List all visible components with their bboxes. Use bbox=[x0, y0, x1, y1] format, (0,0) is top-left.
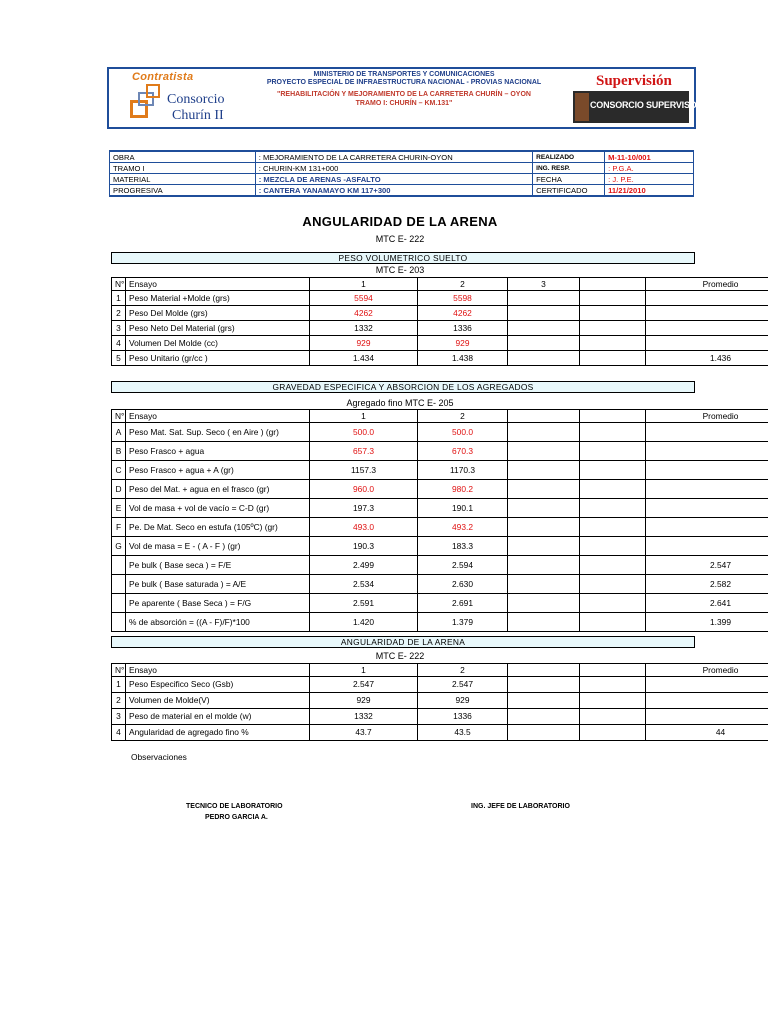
ministry-line: MINISTERIO DE TRANSPORTES Y COMUNICACIONES bbox=[313, 71, 495, 78]
table-cell bbox=[580, 677, 646, 693]
table-cell bbox=[580, 291, 646, 306]
table-cell bbox=[646, 442, 768, 461]
table-cell: 2.691 bbox=[418, 594, 508, 613]
project-heading bbox=[254, 71, 554, 108]
table-cell: 44 bbox=[646, 725, 768, 741]
info-value: : P.G.A. bbox=[605, 163, 694, 174]
table-cell bbox=[508, 423, 580, 442]
row-label: Vol de masa + vol de vacío = C-D (gr) bbox=[126, 499, 310, 518]
table-cell bbox=[580, 499, 646, 518]
info-key: CERTIFICADO bbox=[533, 185, 605, 197]
table-cell bbox=[580, 461, 646, 480]
info-key: TRAMO I bbox=[110, 163, 256, 174]
table-cell: 4262 bbox=[418, 306, 508, 321]
table-cell bbox=[508, 594, 580, 613]
row-label: % de absorción = ((A - F)/F)*100 bbox=[126, 613, 310, 632]
table-cell: 500.0 bbox=[310, 423, 418, 442]
table-cell: 1157.3 bbox=[310, 461, 418, 480]
table-cell bbox=[646, 461, 768, 480]
table-cell: 2.630 bbox=[418, 575, 508, 594]
info-value: : MEJORAMIENTO DE LA CARRETERA CHURIN-OYON bbox=[255, 151, 532, 163]
table-cell bbox=[508, 677, 580, 693]
table-cell bbox=[580, 693, 646, 709]
section-norm: Agregado fino MTC E- 205 bbox=[346, 398, 454, 408]
table-cell: 43.5 bbox=[418, 725, 508, 741]
table-cell: 1.420 bbox=[310, 613, 418, 632]
column-header: 2 bbox=[418, 278, 508, 291]
column-header: 2 bbox=[418, 664, 508, 677]
table-cell bbox=[580, 480, 646, 499]
table-cell: 2.534 bbox=[310, 575, 418, 594]
supervisor-photo bbox=[575, 93, 589, 121]
row-index: 4 bbox=[112, 725, 126, 741]
info-table bbox=[109, 150, 694, 197]
chief-title: ING. JEFE DE LABORATORIO bbox=[471, 803, 570, 810]
column-header bbox=[580, 278, 646, 291]
column-header: Ensayo bbox=[126, 410, 310, 423]
info-key: ING. RESP. bbox=[533, 163, 605, 174]
row-index bbox=[112, 594, 126, 613]
info-value: : CANTERA YANAMAYO KM 117+300 bbox=[255, 185, 532, 197]
row-index: 2 bbox=[112, 306, 126, 321]
table-cell: 2.499 bbox=[310, 556, 418, 575]
row-label: Pe. De Mat. Seco en estufa (105ºC) (gr) bbox=[126, 518, 310, 537]
page-title: ANGULARIDAD DE LA ARENA bbox=[302, 214, 498, 229]
table-cell: 1332 bbox=[310, 321, 418, 336]
table-cell: 670.3 bbox=[418, 442, 508, 461]
row-index: 1 bbox=[112, 677, 126, 693]
table-row bbox=[112, 480, 768, 499]
row-index: 3 bbox=[112, 321, 126, 336]
row-label: Peso de material en el molde (w) bbox=[126, 709, 310, 725]
info-value: M-11-10/001 bbox=[605, 151, 694, 163]
column-header: 1 bbox=[310, 664, 418, 677]
table-cell: 493.2 bbox=[418, 518, 508, 537]
row-index: D bbox=[112, 480, 126, 499]
table-cell bbox=[508, 575, 580, 594]
table-cell bbox=[580, 518, 646, 537]
row-index bbox=[112, 556, 126, 575]
info-key: PROGRESIVA bbox=[110, 185, 256, 197]
table-cell: 2.641 bbox=[646, 594, 768, 613]
column-header: Promedio bbox=[646, 410, 768, 423]
info-key: MATERIAL bbox=[110, 174, 256, 185]
row-label: Volumen Del Molde (cc) bbox=[126, 336, 310, 351]
table-cell bbox=[646, 693, 768, 709]
info-row bbox=[110, 151, 694, 163]
supervision-label: Supervisión bbox=[596, 73, 672, 89]
table-cell bbox=[580, 351, 646, 366]
table-row bbox=[112, 725, 768, 741]
table-cell: 980.2 bbox=[418, 480, 508, 499]
table-row bbox=[112, 499, 768, 518]
column-header: Promedio bbox=[646, 278, 768, 291]
contractor-name: Consorcio bbox=[167, 92, 225, 107]
observations-label: Observaciones bbox=[131, 752, 187, 762]
info-key: OBRA bbox=[110, 151, 256, 163]
column-header bbox=[580, 410, 646, 423]
table-cell bbox=[646, 709, 768, 725]
table-row bbox=[112, 518, 768, 537]
table-cell: 960.0 bbox=[310, 480, 418, 499]
table-cell bbox=[580, 442, 646, 461]
row-index bbox=[112, 613, 126, 632]
table-cell: 43.7 bbox=[310, 725, 418, 741]
column-header bbox=[508, 410, 580, 423]
column-header: Ensayo bbox=[126, 278, 310, 291]
table-cell bbox=[646, 499, 768, 518]
row-label: Angularidad de agregado fino % bbox=[126, 725, 310, 741]
table-cell bbox=[646, 537, 768, 556]
info-value: 11/21/2010 bbox=[605, 185, 694, 197]
table-cell bbox=[580, 336, 646, 351]
table-cell: 493.0 bbox=[310, 518, 418, 537]
row-label: Pe bulk ( Base seca ) = F/E bbox=[126, 556, 310, 575]
table-cell: 929 bbox=[310, 336, 418, 351]
row-label: Peso del Mat. + agua en el frasco (gr) bbox=[126, 480, 310, 499]
column-header: 1 bbox=[310, 278, 418, 291]
table-cell bbox=[580, 613, 646, 632]
row-index: E bbox=[112, 499, 126, 518]
table-row bbox=[112, 575, 768, 594]
row-label: Pe bulk ( Base saturada ) = A/E bbox=[126, 575, 310, 594]
table-cell: 1336 bbox=[418, 321, 508, 336]
info-value: : CHURIN-KM 131+000 bbox=[255, 163, 532, 174]
table-cell bbox=[508, 480, 580, 499]
table-cell bbox=[508, 351, 580, 366]
table-cell bbox=[508, 725, 580, 741]
info-row bbox=[110, 185, 694, 197]
data-table bbox=[111, 663, 768, 741]
column-header: 3 bbox=[508, 278, 580, 291]
info-key: FECHA bbox=[533, 174, 605, 185]
table-row bbox=[112, 423, 768, 442]
project-line: PROYECTO ESPECIAL DE INFRAESTRUCTURA NACIONAL - PROVIAS NACIONAL bbox=[266, 79, 542, 87]
section-norm: MTC E- 222 bbox=[375, 651, 425, 661]
row-index: 5 bbox=[112, 351, 126, 366]
table-cell bbox=[508, 336, 580, 351]
table-cell bbox=[646, 480, 768, 499]
row-index: 2 bbox=[112, 693, 126, 709]
column-header: N° bbox=[112, 664, 126, 677]
column-header: Promedio bbox=[646, 664, 768, 677]
table-cell bbox=[580, 709, 646, 725]
data-table bbox=[111, 409, 768, 632]
table-row bbox=[112, 351, 768, 366]
table-row bbox=[112, 677, 768, 693]
info-row bbox=[110, 174, 694, 185]
table-cell: 1.436 bbox=[646, 351, 768, 366]
table-cell bbox=[646, 321, 768, 336]
table-cell: 1332 bbox=[310, 709, 418, 725]
rehab-line: TRAMO I: CHURÍN – KM.131" bbox=[355, 99, 453, 107]
info-value: : J. P.E. bbox=[605, 174, 694, 185]
table-cell: 4262 bbox=[310, 306, 418, 321]
table-cell: 2.547 bbox=[310, 677, 418, 693]
table-cell: 2.582 bbox=[646, 575, 768, 594]
table-row bbox=[112, 594, 768, 613]
table-cell bbox=[508, 537, 580, 556]
table-cell bbox=[508, 709, 580, 725]
row-index: F bbox=[112, 518, 126, 537]
table-cell: 929 bbox=[310, 693, 418, 709]
info-key: REALIZADO bbox=[533, 151, 605, 163]
table-cell: 657.3 bbox=[310, 442, 418, 461]
row-index: C bbox=[112, 461, 126, 480]
row-label: Volumen de Molde(V) bbox=[126, 693, 310, 709]
table-cell bbox=[580, 423, 646, 442]
table-cell: 5594 bbox=[310, 291, 418, 306]
table-cell bbox=[646, 518, 768, 537]
section-norm: MTC E- 203 bbox=[375, 265, 425, 275]
row-label: Peso Material +Molde (grs) bbox=[126, 291, 310, 306]
table-cell: 5598 bbox=[418, 291, 508, 306]
info-row bbox=[110, 163, 694, 174]
row-index: B bbox=[112, 442, 126, 461]
table-cell: 929 bbox=[418, 336, 508, 351]
info-value: : MEZCLA DE ARENAS -ASFALTO bbox=[255, 174, 532, 185]
row-label: Peso Frasco + agua bbox=[126, 442, 310, 461]
table-cell bbox=[646, 677, 768, 693]
row-label: Peso Frasco + agua + A (gr) bbox=[126, 461, 310, 480]
data-table bbox=[111, 277, 768, 366]
table-cell: 2.594 bbox=[418, 556, 508, 575]
table-cell bbox=[580, 725, 646, 741]
table-cell: 1.434 bbox=[310, 351, 418, 366]
table-cell bbox=[646, 306, 768, 321]
table-cell bbox=[580, 575, 646, 594]
table-cell: 1336 bbox=[418, 709, 508, 725]
row-label: Peso Del Molde (grs) bbox=[126, 306, 310, 321]
column-header: N° bbox=[112, 278, 126, 291]
table-header-row bbox=[112, 410, 768, 423]
column-header bbox=[508, 664, 580, 677]
table-cell: 1170.3 bbox=[418, 461, 508, 480]
supervisor-name: CONSORCIO SUPERVISOR CHURIN bbox=[590, 100, 739, 110]
table-cell: 929 bbox=[418, 693, 508, 709]
table-cell: 1.399 bbox=[646, 613, 768, 632]
table-cell bbox=[508, 518, 580, 537]
table-cell: 2.591 bbox=[310, 594, 418, 613]
row-index: 4 bbox=[112, 336, 126, 351]
column-header: 2 bbox=[418, 410, 508, 423]
table-row bbox=[112, 336, 768, 351]
rehab-line: "REHABILITACIÓN Y MEJORAMIENTO DE LA CARRETERA CHURÍN – OYON bbox=[277, 91, 531, 99]
table-cell: 183.3 bbox=[418, 537, 508, 556]
table-row bbox=[112, 442, 768, 461]
logo-square-icon bbox=[146, 84, 160, 98]
table-row bbox=[112, 613, 768, 632]
table-cell bbox=[580, 556, 646, 575]
section-band: ANGULARIDAD DE LA ARENA bbox=[111, 636, 695, 648]
table-cell bbox=[646, 423, 768, 442]
table-row bbox=[112, 321, 768, 336]
table-row bbox=[112, 291, 768, 306]
page-subtitle: MTC E- 222 bbox=[375, 234, 425, 244]
row-index: 3 bbox=[112, 709, 126, 725]
table-header-row bbox=[112, 664, 768, 677]
row-index: A bbox=[112, 423, 126, 442]
row-index: 1 bbox=[112, 291, 126, 306]
table-header-row bbox=[112, 278, 768, 291]
table-cell bbox=[646, 291, 768, 306]
table-cell bbox=[508, 693, 580, 709]
table-cell bbox=[508, 613, 580, 632]
row-label: Peso Neto Del Material (grs) bbox=[126, 321, 310, 336]
column-header: N° bbox=[112, 410, 126, 423]
table-cell: 1.438 bbox=[418, 351, 508, 366]
table-row bbox=[112, 556, 768, 575]
table-row bbox=[112, 461, 768, 480]
table-cell: 2.547 bbox=[646, 556, 768, 575]
row-index: G bbox=[112, 537, 126, 556]
table-cell bbox=[580, 306, 646, 321]
table-cell bbox=[580, 537, 646, 556]
table-row bbox=[112, 537, 768, 556]
row-label: Vol de masa = E - ( A - F ) (gr) bbox=[126, 537, 310, 556]
row-label: Peso Mat. Sat. Sup. Seco ( en Aire ) (gr) bbox=[126, 423, 310, 442]
row-label: Peso Unitario (gr/cc ) bbox=[126, 351, 310, 366]
table-row bbox=[112, 693, 768, 709]
row-index bbox=[112, 575, 126, 594]
table-cell: 190.1 bbox=[418, 499, 508, 518]
table-cell: 2.547 bbox=[418, 677, 508, 693]
row-label: Pe aparente ( Base Seca ) = F/G bbox=[126, 594, 310, 613]
table-cell bbox=[580, 594, 646, 613]
table-cell bbox=[508, 461, 580, 480]
column-header: 1 bbox=[310, 410, 418, 423]
table-cell bbox=[508, 442, 580, 461]
table-cell: 190.3 bbox=[310, 537, 418, 556]
table-cell: 197.3 bbox=[310, 499, 418, 518]
technician-name: PEDRO GARCIA A. bbox=[205, 814, 268, 821]
section-band: PESO VOLUMETRICO SUELTO bbox=[111, 252, 695, 264]
table-cell bbox=[508, 321, 580, 336]
table-cell bbox=[508, 291, 580, 306]
table-cell bbox=[508, 556, 580, 575]
column-header bbox=[580, 664, 646, 677]
table-row bbox=[112, 306, 768, 321]
table-row bbox=[112, 709, 768, 725]
table-cell bbox=[508, 306, 580, 321]
table-cell: 500.0 bbox=[418, 423, 508, 442]
table-cell bbox=[508, 499, 580, 518]
table-cell: 1.379 bbox=[418, 613, 508, 632]
contractor-label: Contratista bbox=[132, 71, 194, 83]
technician-title: TECNICO DE LABORATORIO bbox=[186, 803, 283, 810]
section-band: GRAVEDAD ESPECIFICA Y ABSORCION DE LOS AGREGADOS bbox=[111, 381, 695, 393]
table-cell bbox=[646, 336, 768, 351]
row-label: Peso Especifico Seco (Gsb) bbox=[126, 677, 310, 693]
contractor-name: Churín II bbox=[172, 108, 224, 123]
table-cell bbox=[580, 321, 646, 336]
column-header: Ensayo bbox=[126, 664, 310, 677]
